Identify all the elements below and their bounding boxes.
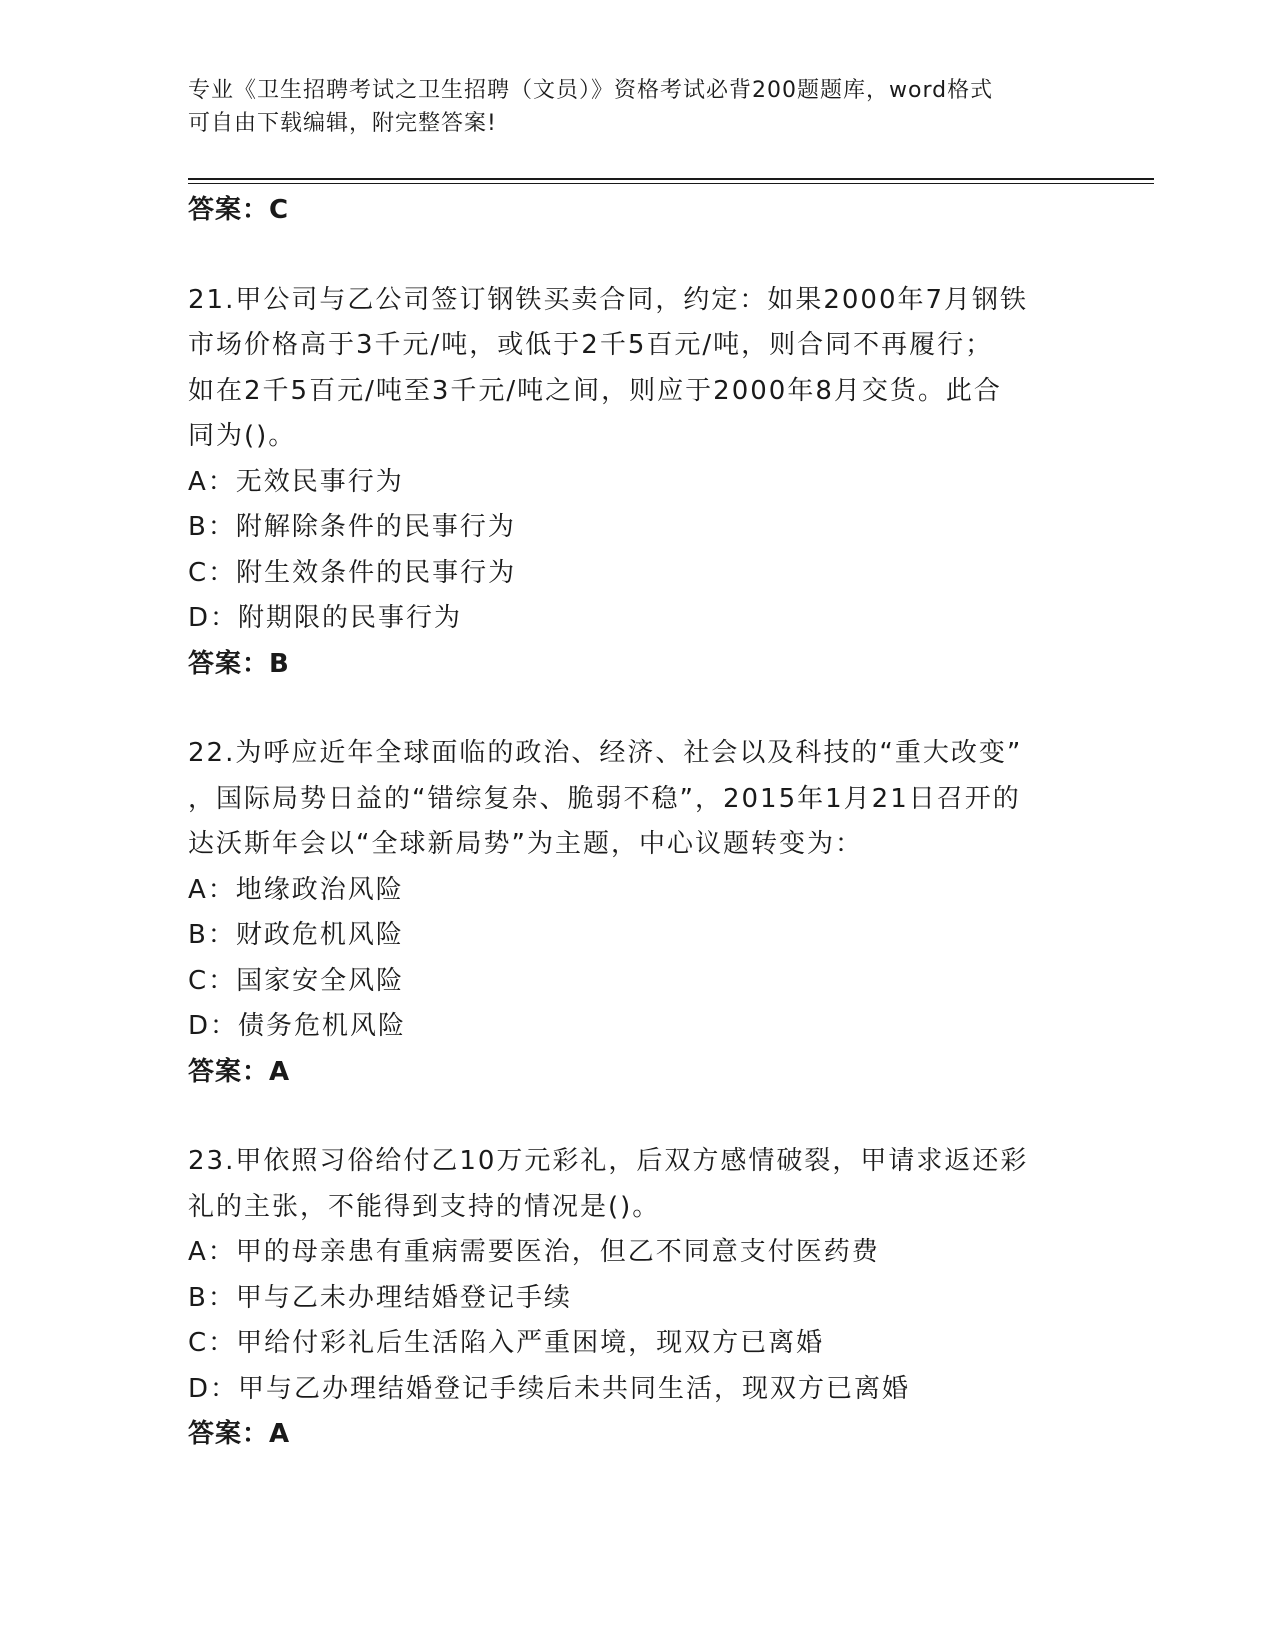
header-title-line-2: 可自由下载编辑，附完整答案! (188, 111, 497, 136)
answer-label: 答案：A (188, 1056, 291, 1087)
option-c: C：国家安全风险 (188, 965, 405, 996)
spacer (188, 234, 1148, 278)
question-stem-line: 达沃斯年会以“全球新局势”为主题，中心议题转变为： (188, 829, 863, 859)
previous-answer: 答案：C (188, 195, 290, 225)
question-block-21 (188, 278, 1148, 688)
option-a: A：无效民事行为 (188, 466, 404, 497)
option-d: D：债务危机风险 (188, 1011, 407, 1041)
option-d: D：附期限的民事行为 (188, 603, 463, 633)
document-body (188, 188, 1148, 1458)
document-header (188, 74, 1088, 140)
question-stem-line: 市场价格高于3千元/吨，或低于2千5百元/吨，则合同不再履行； (188, 330, 994, 360)
question-stem-line: ，国际局势日益的“错综复杂、脆弱不稳”，2015年1月21日召开的 (188, 783, 1021, 814)
spacer (188, 687, 1148, 731)
question-block-22 (188, 731, 1148, 1095)
header-divider-thick (188, 178, 1154, 180)
answer-label: 答案：A (188, 1419, 291, 1449)
answer-label: 答案：B (188, 648, 290, 679)
question-stem-line: 23.甲依照习俗给付乙10万元彩礼，后双方感情破裂，甲请求返还彩 (188, 1146, 1029, 1176)
spacer (188, 1095, 1148, 1139)
option-a: A：甲的母亲患有重病需要医治，但乙不同意支付医药费 (188, 1237, 880, 1267)
question-stem-line: 22.为呼应近年全球面临的政治、经济、社会以及科技的“重大改变” (188, 738, 1023, 768)
question-stem-line: 21.甲公司与乙公司签订钢铁买卖合同，约定：如果2000年7月钢铁 (188, 284, 1029, 315)
option-a: A：地缘政治风险 (188, 874, 404, 905)
option-d: D：甲与乙办理结婚登记手续后未共同生活，现双方已离婚 (188, 1373, 911, 1404)
question-stem-line: 礼的主张，不能得到支持的情况是()。 (188, 1191, 661, 1222)
question-stem-line: 同为()。 (188, 421, 297, 451)
header-title-line-1: 专业《卫生招聘考试之卫生招聘（文员）》资格考试必背200题题库，word格式 (188, 78, 994, 103)
option-c: C：甲给付彩礼后生活陷入严重困境，现双方已离婚 (188, 1328, 825, 1358)
option-c: C：附生效条件的民事行为 (188, 557, 517, 588)
option-b: B：财政危机风险 (188, 920, 404, 950)
header-divider-thin (188, 183, 1154, 184)
option-b: B：附解除条件的民事行为 (188, 512, 516, 542)
question-stem-line: 如在2千5百元/吨至3千元/吨之间，则应于2000年8月交货。此合 (188, 375, 1002, 406)
question-block-23 (188, 1139, 1148, 1458)
option-b: B：甲与乙未办理结婚登记手续 (188, 1282, 572, 1313)
